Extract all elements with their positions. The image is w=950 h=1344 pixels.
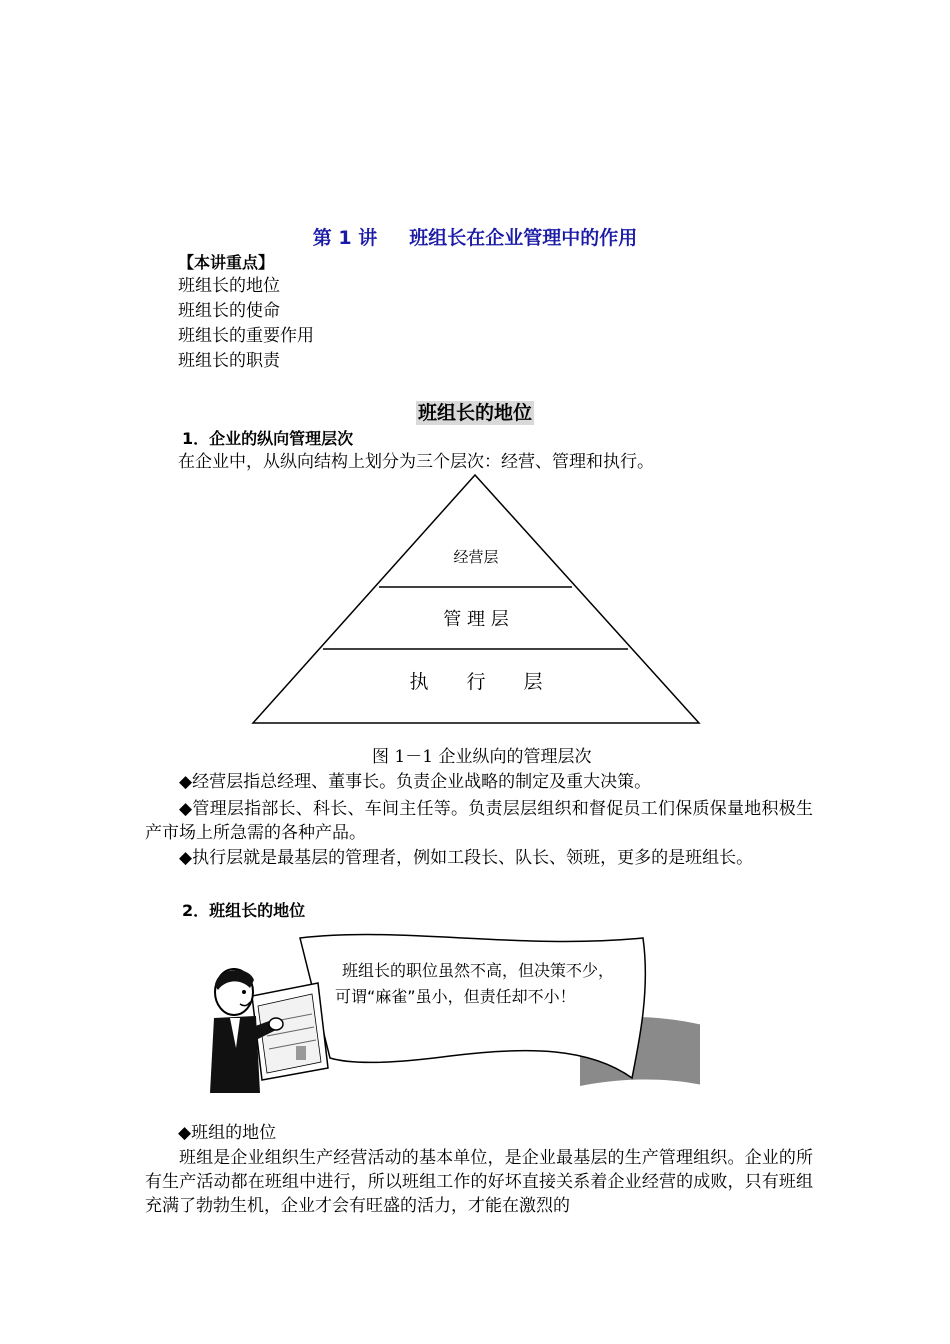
key-point-item: 班组长的重要作用 — [178, 326, 314, 346]
speech-banner — [300, 935, 645, 1078]
banner-line-2: 可谓“麻雀”虽小，但责任却不小！ — [335, 987, 576, 1006]
pyramid-level-bottom: 执 行 层 — [409, 671, 543, 693]
pyramid-level-middle: 管 理 层 — [443, 609, 509, 630]
pyramid-level-top: 经营层 — [453, 548, 499, 566]
subsection-heading-1: 1．企业的纵向管理层次 — [182, 429, 354, 448]
management-pyramid — [0, 470, 950, 732]
page-title — [0, 223, 950, 250]
bullet-management: ◆管理层指部长、科长、车间主任等。负责层层组织和督促员工们保质保量地积极生产市场上所急需的各种产品。 — [145, 799, 813, 843]
key-point-item: 班组长的地位 — [178, 276, 280, 296]
team-leader-illustration — [200, 928, 700, 1108]
banner-line-1: 班组长的职位虽然不高，但决策不少， — [342, 961, 615, 980]
figure-caption: 图 1－1 企业纵向的管理层次 — [372, 747, 592, 767]
key-point-item: 班组长的使命 — [178, 301, 280, 321]
section-title-text: 班组长的地位 — [417, 402, 532, 424]
team-position-paragraph: 班组是企业组织生产经营活动的基本单位，是企业最基层的生产管理组织。企业的所有生产活动都在班组中进行，所以班组工作的好坏直接关系着企业经营的成败，只有班组充满了勃勃生机，企业才会有旺盛的活力，才能在激烈的 — [145, 1148, 813, 1216]
lecture-number: 第 1 讲 — [312, 227, 378, 249]
team-position-heading: ◆班组的地位 — [178, 1123, 277, 1143]
lecture-topic: 班组长在企业管理中的作用 — [409, 227, 638, 249]
subsection-heading-2: 2．班组长的地位 — [182, 901, 306, 920]
key-point-item: 班组长的职责 — [178, 351, 280, 371]
section-title — [0, 398, 950, 425]
key-points-heading: 【本讲重点】 — [178, 253, 275, 272]
intro-text: 在企业中，从纵向结构上划分为三个层次：经营、管理和执行。 — [178, 452, 654, 472]
bullet-executive: ◆经营层指总经理、董事长。负责企业战略的制定及重大决策。 — [179, 772, 652, 792]
bullet-execution: ◆执行层就是最基层的管理者，例如工段长、队长、领班，更多的是班组长。 — [179, 848, 754, 868]
